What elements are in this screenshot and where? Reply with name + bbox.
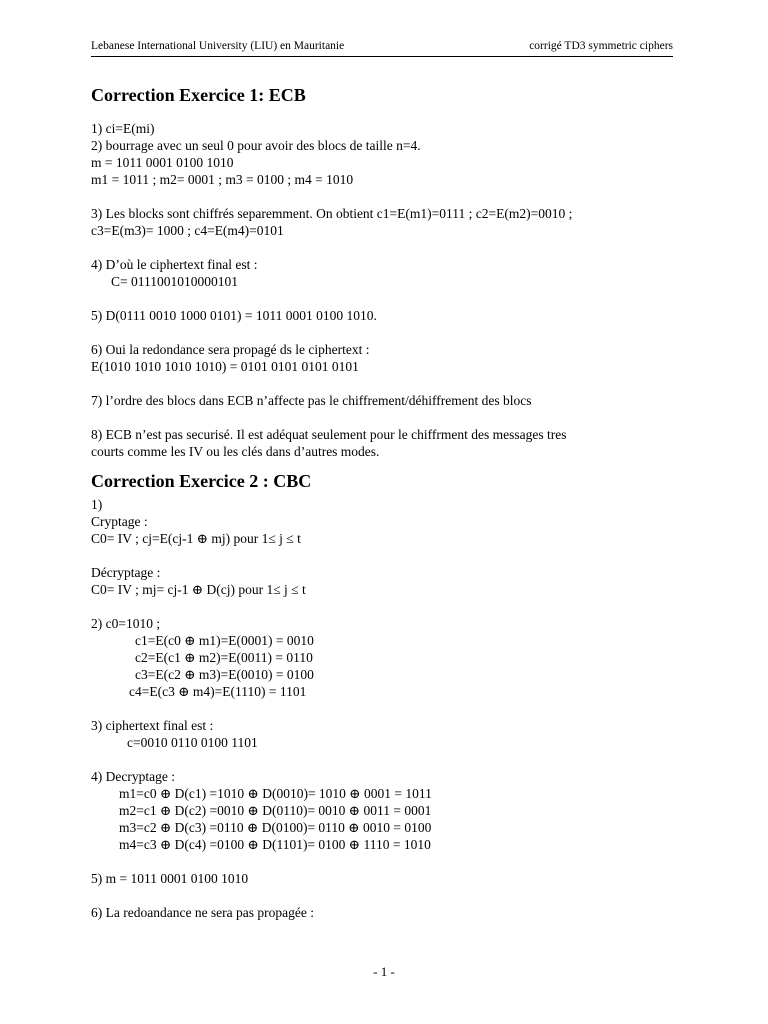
ex2-line-10: c4=E(c3 ⊕ m4)=E(1110) = 1101 <box>129 684 307 699</box>
ex1-line-7: 4) D’où le ciphertext final est : <box>91 257 258 272</box>
ex2-line-13: 4) Decryptage : <box>91 769 175 784</box>
ex1-line-8: C= 0111001010000101 <box>111 274 238 289</box>
ex2-line-8: c2=E(c1 ⊕ m2)=E(0011) = 0110 <box>135 650 313 665</box>
ex1-line-9: 5) D(0111 0010 1000 0101) = 1011 0001 0100 1010. <box>91 308 377 323</box>
ex2-line-11: 3) ciphertext final est : <box>91 718 214 733</box>
ex2-line-17: m4=c3 ⊕ D(c4) =0100 ⊕ D(1101)= 0100 ⊕ 1110 = 1010 <box>119 837 431 852</box>
ex2-line-14: m1=c0 ⊕ D(c1) =1010 ⊕ D(0010)= 1010 ⊕ 0001 = 1011 <box>119 786 432 801</box>
ex2-line-9: c3=E(c2 ⊕ m3)=E(0010) = 0100 <box>135 667 314 682</box>
header-institution: Lebanese International University (LIU) en Mauritanie <box>91 40 345 52</box>
ex1-line-13: 8) ECB n’est pas securisé. Il est adéquat seulement pour le chiffrment des messages tres <box>91 427 567 442</box>
ex2-line-1: 1) <box>91 497 103 512</box>
ex2-line-16: m3=c2 ⊕ D(c3) =0110 ⊕ D(0100)= 0110 ⊕ 0010 = 0100 <box>119 820 432 835</box>
ex2-line-15: m2=c1 ⊕ D(c2) =0010 ⊕ D(0110)= 0010 ⊕ 0011 = 0001 <box>119 803 432 818</box>
ex1-line-3: m = 1011 0001 0100 1010 <box>91 155 234 170</box>
document-body <box>91 84 681 921</box>
section-2-title: Correction Exercice 2 : CBC <box>91 471 312 491</box>
ex2-line-4: Décryptage : <box>91 565 161 580</box>
ex2-line-7: c1=E(c0 ⊕ m1)=E(0001) = 0010 <box>135 633 314 648</box>
ex1-line-14: courts comme les IV ou les clés dans d’autres modes. <box>91 444 380 459</box>
ex2-line-12: c=0010 0110 0100 1101 <box>127 735 258 750</box>
ex1-line-12: 7) l’ordre des blocs dans ECB n’affecte pas le chiffrement/déhiffrement des blocs <box>91 393 532 408</box>
ex1-line-10: 6) Oui la redondance sera propagé ds le ciphertext : <box>91 342 370 357</box>
ex2-line-3: C0= IV ; cj=E(cj-1 ⊕ mj) pour 1≤ j ≤ t <box>91 531 301 546</box>
ex2-line-2: Cryptage : <box>91 514 148 529</box>
ex2-line-5: C0= IV ; mj= cj-1 ⊕ D(cj) pour 1≤ j ≤ t <box>91 582 306 597</box>
section-1-title: Correction Exercice 1: ECB <box>91 85 306 105</box>
header-document-title: corrigé TD3 symmetric ciphers <box>529 40 673 52</box>
ex1-line-1: 1) ci=E(mi) <box>91 121 155 136</box>
ex2-line-19: 6) La redoandance ne sera pas propagée : <box>91 905 315 920</box>
ex2-line-6: 2) c0=1010 ; <box>91 616 161 631</box>
ex1-line-6: c3=E(m3)= 1000 ; c4=E(m4)=0101 <box>91 223 284 238</box>
ex1-line-11: E(1010 1010 1010 1010) = 0101 0101 0101 0101 <box>91 359 359 374</box>
page-header <box>91 40 673 57</box>
page-number: - 1 - <box>373 964 395 979</box>
ex2-line-18: 5) m = 1011 0001 0100 1010 <box>91 871 249 886</box>
ex1-line-2: 2) bourrage avec un seul 0 pour avoir des blocs de taille n=4. <box>91 138 421 153</box>
ex1-line-5: 3) Les blocks sont chiffrés separemment. On obtient c1=E(m1)=0111 ; c2=E(m2)=0010 ; <box>91 206 573 221</box>
ex1-line-4: m1 = 1011 ; m2= 0001 ; m3 = 0100 ; m4 = 1010 <box>91 172 354 187</box>
